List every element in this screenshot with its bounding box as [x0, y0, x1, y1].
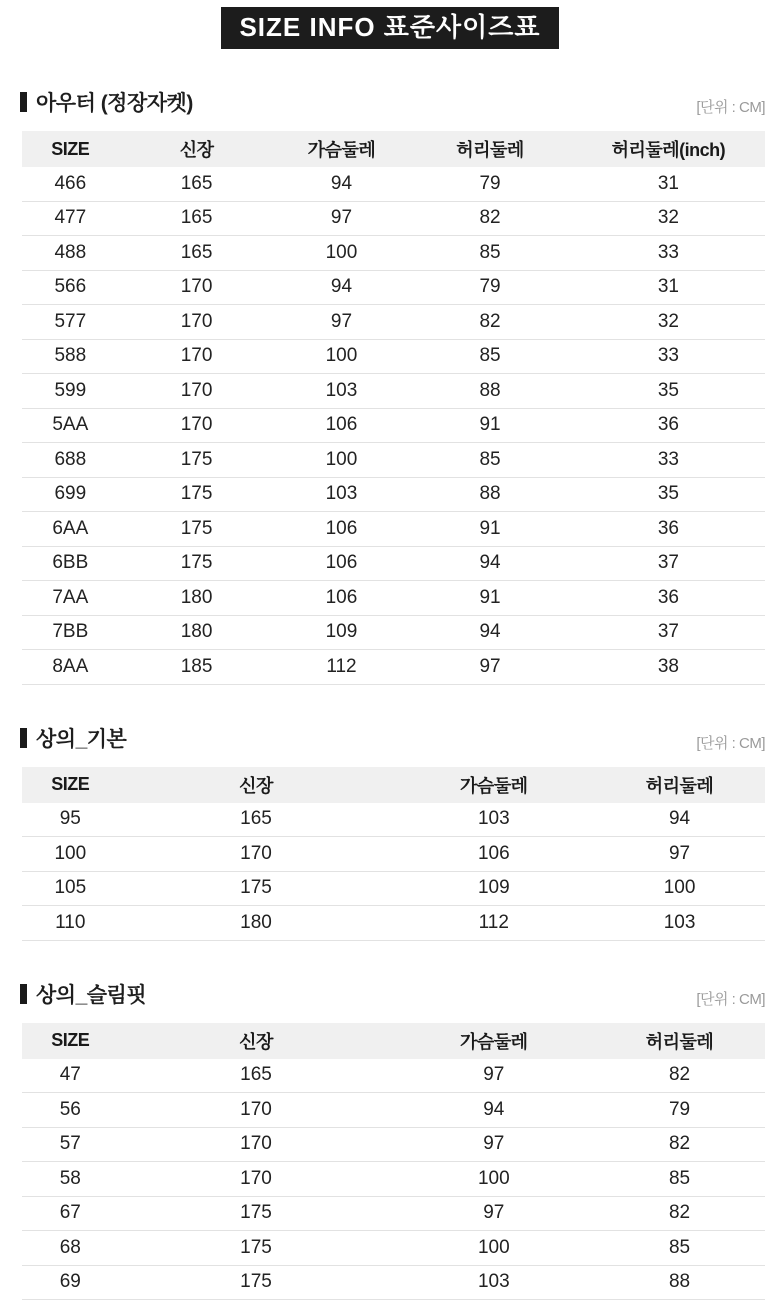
measurement-cell: 165: [119, 803, 394, 837]
measurement-cell: 106: [393, 837, 594, 872]
section-marker-bar-icon: [20, 728, 27, 748]
section-header: [20, 725, 765, 753]
page-title: SIZE INFO 표준사이즈표: [221, 7, 558, 49]
measurement-cell: 170: [119, 837, 394, 872]
section-header: [20, 981, 765, 1009]
size-cell: 699: [22, 477, 119, 512]
size-cell: 47: [22, 1059, 119, 1093]
section-title-wrap: [20, 979, 146, 1009]
measurement-cell: 103: [594, 906, 765, 941]
table-row: [22, 871, 765, 906]
measurement-cell: 170: [119, 305, 275, 340]
measurement-cell: 112: [275, 650, 409, 685]
measurement-cell: 88: [594, 1265, 765, 1300]
measurement-cell: 82: [594, 1127, 765, 1162]
measurement-cell: 175: [119, 546, 275, 581]
table-row: [22, 615, 765, 650]
size-cell: 56: [22, 1093, 119, 1128]
measurement-cell: 170: [119, 1093, 394, 1128]
section-title: 상의_기본: [36, 723, 126, 753]
measurement-cell: 82: [408, 201, 571, 236]
column-header: 신장: [119, 131, 275, 167]
measurement-cell: 103: [393, 1265, 594, 1300]
measurement-cell: 31: [572, 270, 765, 305]
size-cell: 68: [22, 1231, 119, 1266]
size-cell: 69: [22, 1265, 119, 1300]
table-row: [22, 1231, 765, 1266]
measurement-cell: 180: [119, 615, 275, 650]
measurement-cell: 170: [119, 408, 275, 443]
size-cell: 6BB: [22, 546, 119, 581]
measurement-cell: 85: [408, 236, 571, 271]
measurement-cell: 36: [572, 408, 765, 443]
size-table: [22, 131, 765, 685]
measurement-cell: 32: [572, 305, 765, 340]
measurement-cell: 165: [119, 167, 275, 201]
measurement-cell: 185: [119, 650, 275, 685]
measurement-cell: 35: [572, 374, 765, 409]
unit-label: [단위 : CM]: [696, 96, 765, 117]
table-row: [22, 408, 765, 443]
measurement-cell: 97: [594, 837, 765, 872]
measurement-cell: 38: [572, 650, 765, 685]
measurement-cell: 94: [275, 270, 409, 305]
measurement-cell: 175: [119, 443, 275, 478]
size-cell: 7AA: [22, 581, 119, 616]
measurement-cell: 31: [572, 167, 765, 201]
section-title-wrap: [20, 87, 193, 117]
measurement-cell: 94: [408, 546, 571, 581]
column-header: 신장: [119, 1023, 394, 1059]
size-tables-container: [0, 89, 780, 1300]
column-header: SIZE: [22, 131, 119, 167]
measurement-cell: 170: [119, 1162, 394, 1197]
size-section: [0, 89, 780, 685]
table-row: [22, 803, 765, 837]
measurement-cell: 170: [119, 270, 275, 305]
measurement-cell: 175: [119, 1196, 394, 1231]
table-row: [22, 1265, 765, 1300]
measurement-cell: 97: [393, 1059, 594, 1093]
section-title: 아우터 (정장자켓): [36, 87, 193, 117]
unit-label: [단위 : CM]: [696, 732, 765, 753]
size-cell: 7BB: [22, 615, 119, 650]
measurement-cell: 79: [594, 1093, 765, 1128]
column-header: SIZE: [22, 1023, 119, 1059]
unit-label: [단위 : CM]: [696, 988, 765, 1009]
column-header: SIZE: [22, 767, 119, 803]
measurement-cell: 170: [119, 1127, 394, 1162]
measurement-cell: 91: [408, 408, 571, 443]
table-row: [22, 1162, 765, 1197]
measurement-cell: 170: [119, 374, 275, 409]
measurement-cell: 88: [408, 374, 571, 409]
measurement-cell: 100: [275, 339, 409, 374]
measurement-cell: 175: [119, 1231, 394, 1266]
size-cell: 8AA: [22, 650, 119, 685]
header-row: [22, 767, 765, 803]
size-cell: 67: [22, 1196, 119, 1231]
measurement-cell: 94: [594, 803, 765, 837]
measurement-cell: 97: [408, 650, 571, 685]
size-cell: 110: [22, 906, 119, 941]
measurement-cell: 85: [594, 1162, 765, 1197]
measurement-cell: 33: [572, 236, 765, 271]
measurement-cell: 97: [275, 201, 409, 236]
table-row: [22, 201, 765, 236]
table-row: [22, 477, 765, 512]
measurement-cell: 106: [275, 546, 409, 581]
table-row: [22, 374, 765, 409]
table-row: [22, 512, 765, 547]
measurement-cell: 91: [408, 512, 571, 547]
measurement-cell: 79: [408, 270, 571, 305]
measurement-cell: 103: [393, 803, 594, 837]
size-cell: 488: [22, 236, 119, 271]
measurement-cell: 175: [119, 477, 275, 512]
column-header: 허리둘레: [408, 131, 571, 167]
measurement-cell: 97: [393, 1196, 594, 1231]
header-row: [22, 1023, 765, 1059]
measurement-cell: 100: [275, 236, 409, 271]
table-row: [22, 1196, 765, 1231]
measurement-cell: 109: [275, 615, 409, 650]
size-table: [22, 1023, 765, 1300]
section-marker-bar-icon: [20, 984, 27, 1004]
size-cell: 577: [22, 305, 119, 340]
column-header: 허리둘레(inch): [572, 131, 765, 167]
table-row: [22, 650, 765, 685]
table-row: [22, 546, 765, 581]
table-row: [22, 1059, 765, 1093]
measurement-cell: 170: [119, 339, 275, 374]
measurement-cell: 100: [393, 1162, 594, 1197]
measurement-cell: 32: [572, 201, 765, 236]
table-row: [22, 581, 765, 616]
measurement-cell: 112: [393, 906, 594, 941]
measurement-cell: 91: [408, 581, 571, 616]
size-cell: 105: [22, 871, 119, 906]
size-cell: 95: [22, 803, 119, 837]
measurement-cell: 109: [393, 871, 594, 906]
measurement-cell: 103: [275, 477, 409, 512]
size-cell: 100: [22, 837, 119, 872]
measurement-cell: 82: [594, 1059, 765, 1093]
measurement-cell: 97: [393, 1127, 594, 1162]
measurement-cell: 82: [594, 1196, 765, 1231]
measurement-cell: 106: [275, 408, 409, 443]
size-cell: 466: [22, 167, 119, 201]
column-header: 허리둘레: [594, 1023, 765, 1059]
measurement-cell: 175: [119, 1265, 394, 1300]
measurement-cell: 85: [408, 339, 571, 374]
column-header: 가슴둘레: [275, 131, 409, 167]
table-row: [22, 837, 765, 872]
measurement-cell: 165: [119, 1059, 394, 1093]
measurement-cell: 100: [275, 443, 409, 478]
measurement-cell: 100: [594, 871, 765, 906]
size-cell: 688: [22, 443, 119, 478]
measurement-cell: 94: [393, 1093, 594, 1128]
measurement-cell: 36: [572, 581, 765, 616]
measurement-cell: 175: [119, 512, 275, 547]
measurement-cell: 100: [393, 1231, 594, 1266]
section-header: [20, 89, 765, 117]
measurement-cell: 106: [275, 581, 409, 616]
measurement-cell: 37: [572, 546, 765, 581]
table-row: [22, 906, 765, 941]
section-marker-bar-icon: [20, 92, 27, 112]
size-cell: 566: [22, 270, 119, 305]
measurement-cell: 85: [408, 443, 571, 478]
measurement-cell: 79: [408, 167, 571, 201]
measurement-cell: 94: [275, 167, 409, 201]
size-cell: 477: [22, 201, 119, 236]
size-cell: 57: [22, 1127, 119, 1162]
size-cell: 6AA: [22, 512, 119, 547]
table-row: [22, 443, 765, 478]
measurement-cell: 37: [572, 615, 765, 650]
page-header: [0, 0, 780, 49]
measurement-cell: 94: [408, 615, 571, 650]
column-header: 가슴둘레: [393, 1023, 594, 1059]
table-row: [22, 270, 765, 305]
table-row: [22, 1127, 765, 1162]
measurement-cell: 97: [275, 305, 409, 340]
measurement-cell: 82: [408, 305, 571, 340]
measurement-cell: 33: [572, 443, 765, 478]
measurement-cell: 36: [572, 512, 765, 547]
measurement-cell: 103: [275, 374, 409, 409]
table-row: [22, 1093, 765, 1128]
section-title-wrap: [20, 723, 126, 753]
table-row: [22, 305, 765, 340]
measurement-cell: 180: [119, 906, 394, 941]
size-table: [22, 767, 765, 941]
column-header: 가슴둘레: [393, 767, 594, 803]
column-header: 허리둘레: [594, 767, 765, 803]
size-cell: 588: [22, 339, 119, 374]
table-row: [22, 339, 765, 374]
header-row: [22, 131, 765, 167]
measurement-cell: 165: [119, 236, 275, 271]
size-cell: 5AA: [22, 408, 119, 443]
measurement-cell: 165: [119, 201, 275, 236]
measurement-cell: 35: [572, 477, 765, 512]
section-title: 상의_슬림핏: [36, 979, 146, 1009]
table-row: [22, 167, 765, 201]
size-section: [0, 725, 780, 941]
measurement-cell: 175: [119, 871, 394, 906]
size-cell: 58: [22, 1162, 119, 1197]
measurement-cell: 33: [572, 339, 765, 374]
size-section: [0, 981, 780, 1300]
table-row: [22, 236, 765, 271]
measurement-cell: 180: [119, 581, 275, 616]
column-header: 신장: [119, 767, 394, 803]
measurement-cell: 106: [275, 512, 409, 547]
size-cell: 599: [22, 374, 119, 409]
measurement-cell: 88: [408, 477, 571, 512]
measurement-cell: 85: [594, 1231, 765, 1266]
